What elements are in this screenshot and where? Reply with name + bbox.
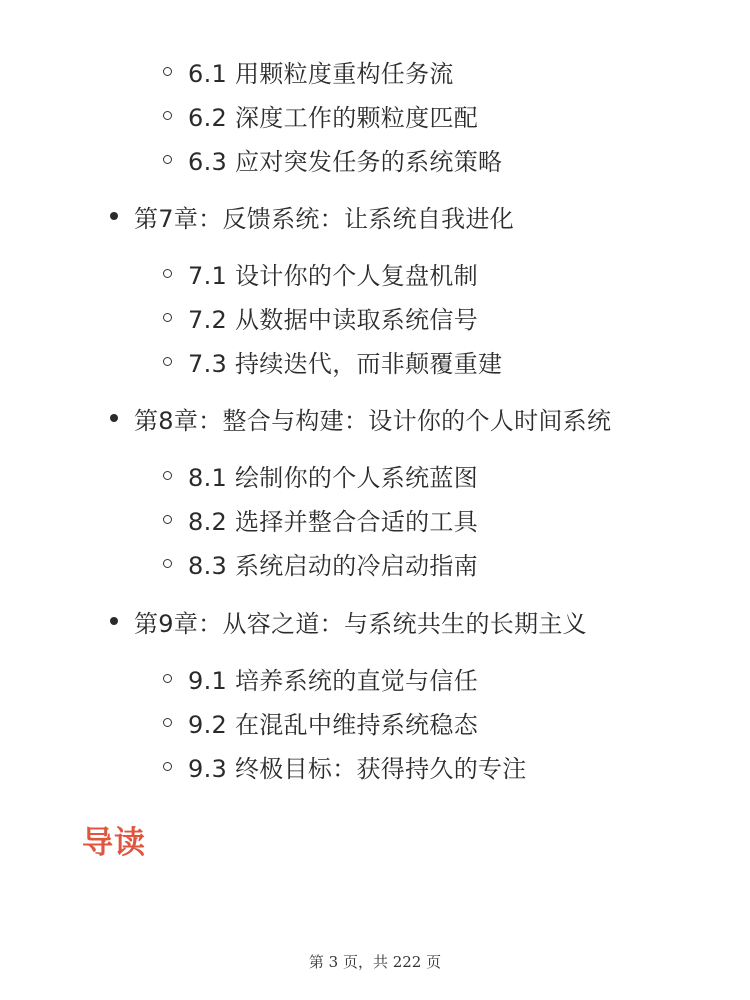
circle-bullet-icon [163,674,172,683]
circle-bullet-icon [163,357,172,366]
toc-section-7-1 [163,253,478,293]
toc-chapter-9 [110,601,587,641]
circle-bullet-icon [163,471,172,480]
toc-section-7-2 [163,297,478,337]
toc-section-7-3 [163,341,502,381]
section-heading: 导读 [82,825,146,861]
circle-bullet-icon [163,718,172,727]
circle-bullet-icon [163,111,172,120]
page-footer: 第 3 页，共 222 页 [308,953,442,971]
disc-bullet-icon [110,617,118,625]
toc-section-8-1 [163,455,478,495]
section-label: 9.2 在混乱中维持系统稳态 [188,710,478,739]
disc-bullet-icon [110,414,118,422]
section-label: 9.3 终极目标：获得持久的专注 [188,754,527,783]
section-label: 8.2 选择并整合合适的工具 [188,507,478,536]
toc-section-9-1 [163,658,478,698]
section-label: 7.3 持续迭代，而非颠覆重建 [188,349,503,378]
section-label: 8.1 绘制你的个人系统蓝图 [188,463,478,492]
toc-chapter-8 [110,398,611,438]
section-label: 8.3 系统启动的冷启动指南 [188,551,478,580]
section-label: 6.1 用颗粒度重构任务流 [188,59,454,88]
toc-section-8-2 [163,499,478,539]
circle-bullet-icon [163,515,172,524]
toc-section-6-3 [163,139,502,179]
circle-bullet-icon [163,762,172,771]
chapter-title: 第8章：整合与构建：设计你的个人时间系统 [134,406,612,435]
chapter-title: 第9章：从容之道：与系统共生的长期主义 [134,609,587,638]
toc-section-6-1 [163,51,454,91]
toc-section-8-3 [163,543,478,583]
circle-bullet-icon [163,67,172,76]
section-label: 6.3 应对突发任务的系统策略 [188,147,503,176]
toc-section-9-2 [163,702,478,742]
section-label: 7.2 从数据中读取系统信号 [188,305,478,334]
chapter-title: 第7章：反馈系统：让系统自我进化 [134,204,515,233]
disc-bullet-icon [110,212,118,220]
section-label: 9.1 培养系统的直觉与信任 [188,666,478,695]
toc-section-9-3 [163,746,527,786]
circle-bullet-icon [163,313,172,322]
toc-section-6-2 [163,95,478,135]
circle-bullet-icon [163,155,172,164]
section-label: 6.2 深度工作的颗粒度匹配 [188,103,478,132]
section-label: 7.1 设计你的个人复盘机制 [188,261,478,290]
circle-bullet-icon [163,559,172,568]
toc-chapter-7 [110,196,514,236]
circle-bullet-icon [163,269,172,278]
